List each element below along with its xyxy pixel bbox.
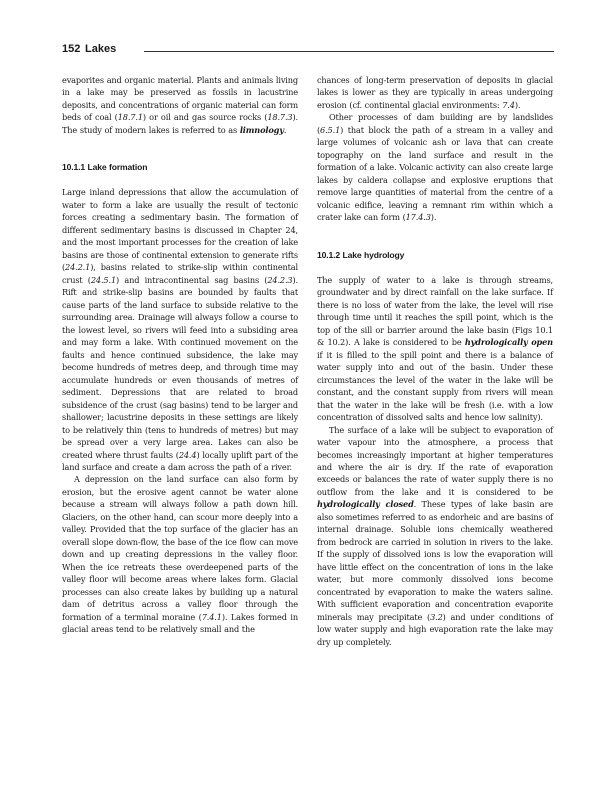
paragraph-erosion: A depression on the land surface can also form by erosion, but the erosive agent cannot be water alone because a stream will always follow a path down hill. Glaciers, on the other hand, can scour more deeply into a valley. Provided that the top surface of the glacier has an overall slope down-flow, the base of the ice flow can move down and up creating depressions in the valley floor. When the ice retreats these overdeepened parts of the valley floor will become areas where lakes form. Glacial processes can also create lakes by building up a natural dam of detritus across a valley floor through the formation of a terminal moraine (7.4.1). Lakes formed in glacial areas tend to be relatively small and the [62,474,298,635]
paragraph-evaporation: The surface of a lake will be subject to evaporation of water vapour into the atmosphere, a process that becomes increasingly important at higher temperatures and where the air is dry. If the rate of evaporation exceeds or balances the rate of water supply there is no outflow from the lake and it is considered to be hydrologically closed. These types of lake basin are also sometimes referred to as endorheic and are basins of internal drainage. Soluble ions chemically weathered from bedrock are carried in solution in rivers to the lake. If the supply of dissolved ions is low the evaporation will have little effect on the concentration of ions in the lake water, but more commonly dissolved ions become concentrated by evaporation to make the waters saline. With sufficient evaporation and concentration evaporite minerals may precipitate (3.2) and under conditions of low water supply and high evaporation rate the lake may dry up completely. [317,424,553,647]
cross-reference: 3.2 [430,611,443,622]
paragraph-water-supply: The supply of water to a lake is through streams, groundwater and by direct rainfall on the lake surface. If there is no loss of water from the lake, the level will rise through time until it reaches the spill point, which is the top of the sill or barrier around the lake basin (Figs 10.1 & 10.2). A lake is considered to be hydrologically open if it is filled to the spill point and there is a balance of water supply into and out of the basin. Under these circumstances the level of the water in the lake will be constant, and the constant supply from rivers will mean that the water in the lake will be fresh (i.e. with a low concentration of dissolved salts and hence low salinity). [317,274,553,423]
cross-reference: 18.7.1 [117,112,143,123]
right-column [317,74,553,648]
paragraph-glacial-continued: chances of long-term preservation of deposits in glacial lakes is lower as they are typically in areas undergoing erosion (cf. continental glacial environments: 7.4). [317,75,553,110]
header-rule [144,51,554,52]
running-header [62,43,554,59]
section-heading-lake-formation: 10.1.1 Lake formation [62,162,148,173]
cross-reference: 7.4.1 [201,611,222,622]
section-heading-lake-hydrology: 10.1.2 Lake hydrology [317,249,405,260]
left-column [62,74,298,636]
key-term: hydrologically closed [317,499,414,510]
cross-reference: 18.7.3 [267,112,293,123]
cross-reference: 17.4.3 [405,212,431,223]
paragraph-intro-end: evaporites and organic material. Plants and animals living in a lake may be preserved as fossils in lacustrine deposits, and concentrations of organic material can form beds of coal (18.7.1) or oil and gas source rocks (18.7.3). The study of modern lakes is referred to as limnology. [62,75,298,135]
cross-reference: 24.2.1 [65,262,91,273]
key-term: limnology [239,124,284,135]
page-number: 152 [62,43,81,55]
cross-reference: 24.4 [178,449,197,460]
cross-reference: 24.2.3 [267,274,293,285]
cross-reference: 7.4 [502,99,515,110]
paragraph-dam-building: Other processes of dam building are by landslides (6.5.1) that block the path of a stream in a valley and large volumes of volcanic ash or lava that can create topography on the land surface and result in the formation of a lake. Volcanic activity can also create large lakes by caldera collapse and explosive eruptions that remove large quantities of material from the centre of a volcanic edifice, leaving a remnant rim within which a crater lake can form (17.4.3). [317,112,553,223]
running-title: Lakes [85,43,117,55]
paragraph-lake-formation: Large inland depressions that allow the accumulation of water to form a lake are usually the result of tectonic forces creating a sedimentary basin. The formation of different sedimentary basins is discussed in Chapter 24, and the most important processes for the creation of lake basins are those of continental extension to generate rifts (24.2.1), basins related to strike-slip within continental crust (24.5.1) and intracontinental sag basins (24.2.3). Rift and strike-slip basins are bounded by faults that cause parts of the land surface to subside relative to the surrounding area. Drainage will always follow a course to the lowest level, so rivers will feed into a subsiding area and may form a lake. With continued movement on the faults and hence continued subsidence, the lake may become hundreds of metres deep, and through time may accumulate hundreds or even thousands of metres of sediment. Depressions that are related to broad subsidence of the crust (sag basins) tend to be larger and shallower; lacustrine deposits in these settings are likely to be relatively thin (tens to hundreds of metres) but may be spread over a very large area. Lakes can also be created where thrust faults (24.4) locally uplift part of the land surface and create a dam across the path of a river. [62,187,299,472]
key-term: hydrologically open [464,337,553,348]
cross-reference: 24.5.1 [90,274,117,285]
cross-reference: 6.5.1 [320,124,341,135]
